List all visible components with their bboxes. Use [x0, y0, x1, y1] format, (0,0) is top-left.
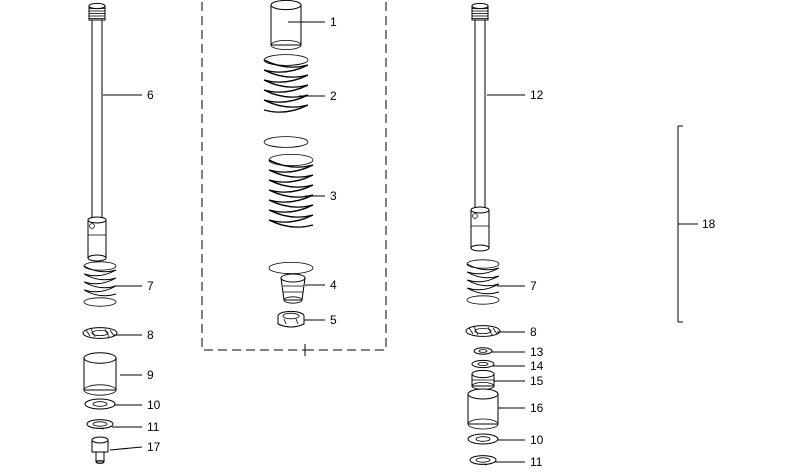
leader-lines	[103, 22, 525, 462]
part-8-washer-left	[83, 328, 117, 339]
part-7-spring-left	[84, 262, 116, 306]
part-9-bushing-left	[84, 353, 116, 395]
callout-label-10: 10	[147, 398, 161, 412]
callout-label-8: 8	[147, 328, 154, 342]
part-12-fork-tube	[471, 3, 489, 251]
part-6-fork-tube	[88, 3, 106, 261]
part-5-snap-ring	[278, 311, 304, 327]
part-15-spacer	[472, 370, 494, 389]
part-11-clip-right	[470, 456, 496, 465]
part-16-bushing-right	[468, 389, 498, 429]
callout-label-10b: 10	[530, 433, 544, 447]
callout-label-8b: 8	[530, 325, 537, 339]
callout-label-1: 1	[330, 15, 337, 29]
part-3-spring-lower	[269, 154, 313, 273]
callout-label-13: 13	[530, 345, 544, 359]
callout-label-2: 2	[330, 89, 337, 103]
part-14-small-washer	[472, 360, 494, 367]
callout-label-3: 3	[330, 189, 337, 203]
callout-label-6: 6	[147, 88, 154, 102]
part-7-spring-right	[467, 260, 499, 304]
callout-label-16: 16	[530, 401, 544, 415]
callout-label-14: 14	[530, 359, 544, 373]
part-11-clip-left	[87, 420, 113, 429]
callout-label-11: 11	[147, 420, 160, 434]
part-17-end-cap-left	[92, 437, 108, 464]
callout-label-7b: 7	[530, 279, 537, 293]
part-8-washer-right	[466, 326, 500, 337]
part-10-washer-left	[85, 399, 115, 409]
callout-label-17: 17	[147, 440, 161, 454]
part-10-washer-right	[468, 434, 498, 444]
callout-label-18: 18	[702, 217, 716, 231]
callout-label-5: 5	[330, 313, 337, 327]
callout-label-12: 12	[530, 88, 544, 102]
callout-label-9: 9	[147, 368, 154, 382]
callout-label-15: 15	[530, 374, 544, 388]
part-13-small-ring	[474, 348, 492, 354]
part-4-rubber-stop	[281, 274, 305, 303]
part-2-spring-upper	[264, 55, 308, 148]
callout-label-7: 7	[147, 279, 154, 293]
part-1-damper-tube	[271, 0, 301, 49]
callout-label-4: 4	[330, 278, 337, 292]
bracket-group-18	[678, 126, 698, 322]
callout-label-11b: 11	[530, 455, 543, 469]
